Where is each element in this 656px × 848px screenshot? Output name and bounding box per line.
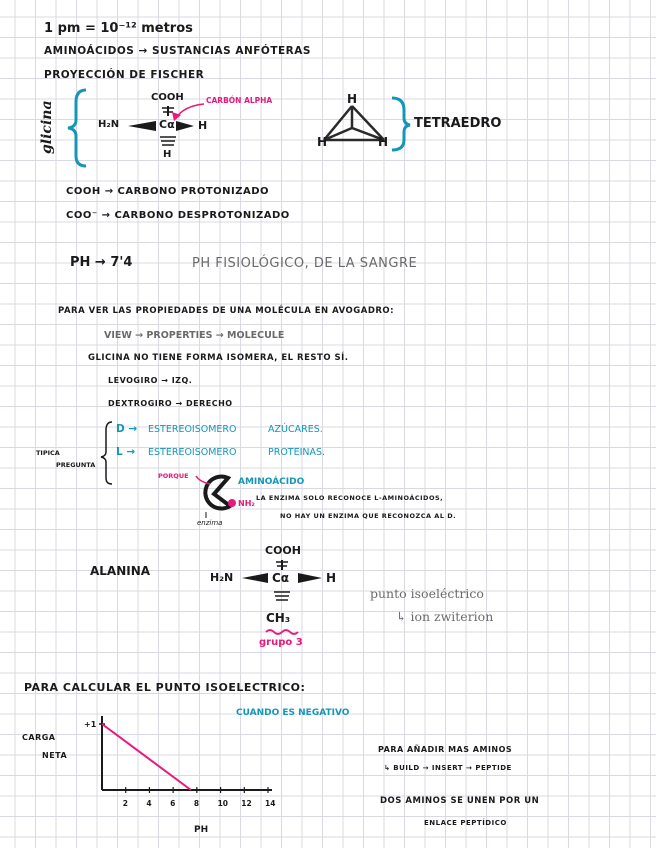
- glicina-isomera-note: GLICINA NO TIENE FORMA ISOMERA, EL RESTO SÍ.: [88, 353, 349, 363]
- nh2-label: NH₂: [238, 499, 255, 508]
- x-tick-label: 10: [217, 799, 229, 808]
- x-tick-label: 4: [146, 799, 152, 808]
- enzima-note-1: LA ENZIMA SOLO RECONOCE L-AMINOÁCIDOS,: [256, 494, 444, 502]
- alanina-h-right: H: [326, 571, 337, 585]
- ylabel-2: NETA: [42, 751, 68, 760]
- tipica-1: TIPICA: [36, 449, 60, 457]
- d-line-suffix: AZÚCARES.: [268, 424, 323, 435]
- x-tick-label: 6: [170, 799, 176, 808]
- tetra-h-right: H: [378, 135, 389, 149]
- ph-note: PH FISIOLÓGICO, DE LA SANGRE: [192, 256, 418, 271]
- l-line-suffix: PROTEINAS.: [268, 447, 326, 458]
- tetra-h-left: H: [317, 135, 328, 149]
- x-tick-label: 12: [241, 799, 252, 808]
- alanina-ch3: CH₃: [266, 611, 291, 625]
- dextrogiro-line: DEXTROGIRO → DERECHO: [108, 399, 233, 408]
- glicina-cooh: COOH: [151, 92, 184, 103]
- tetra-h-top: H: [347, 92, 358, 106]
- enzima-note-2: NO HAY UN ENZIMA QUE RECONOZCA AL D.: [280, 512, 457, 520]
- porque-label: PORQUE: [158, 472, 189, 480]
- pm-definition: 1 pm = 10⁻¹² metros: [44, 21, 193, 36]
- tipica-2: PREGUNTA: [56, 461, 96, 469]
- aminos-line-2: ↳ BUILD → INSERT → PEPTIDE: [384, 764, 512, 772]
- glicina-h2n: H₂N: [98, 119, 120, 130]
- alanina-cooh: COOH: [265, 544, 301, 557]
- alanina-name: ALANINA: [90, 564, 151, 578]
- glicina-c-alpha: Cα: [159, 118, 175, 131]
- tetraedro-label: TETRAEDRO: [414, 116, 502, 131]
- aminos-line-1: PARA AÑADIR MAS AMINOS: [378, 745, 513, 754]
- aminos-line-4: ENLACE PEPTÍDICO: [424, 819, 507, 827]
- xlabel-ph: PH: [194, 825, 209, 835]
- alanina-c-alpha: Cα: [272, 571, 290, 585]
- levogiro-line: LEVOGIRO → IZQ.: [108, 376, 193, 385]
- carbon-alpha-note: CARBÓN ALPHA: [206, 96, 273, 105]
- punto-isoelectrico: punto isoeléctrico: [370, 586, 484, 601]
- ion-zwiterion: ↳ ion zwiterion: [396, 609, 494, 624]
- enzima-label: enzima: [197, 519, 223, 527]
- ylabel-1: CARGA: [22, 733, 56, 742]
- aminos-line-3: DOS AMINOS SE UNEN POR UN: [380, 796, 540, 806]
- x-tick-label: 2: [122, 799, 128, 808]
- l-line-prefix: L →: [116, 446, 136, 458]
- calcular-title: PARA CALCULAR EL PUNTO ISOELECTRICO:: [24, 681, 306, 694]
- alanina-h2n: H₂N: [210, 571, 234, 584]
- l-line: ESTEREOISOMERO: [148, 447, 237, 458]
- glicina-side-label: glicina: [39, 100, 55, 154]
- glicina-h-bottom: H: [163, 149, 172, 160]
- carbono-protonado: COOH → CARBONO PROTONIZADO: [66, 186, 270, 197]
- carbono-desprotonado: COO⁻ → CARBONO DESPROTONIZADO: [66, 210, 290, 221]
- cuando-negativo: CUANDO ES NEGATIVO: [236, 708, 350, 718]
- series-line: [102, 724, 191, 790]
- ph-value: PH → 7'4: [70, 255, 133, 270]
- fischer-title: PROYECCIÓN DE FISCHER: [44, 69, 205, 81]
- glicina-h-right: H: [198, 119, 208, 132]
- avogadro-path: VIEW → PROPERTIES → MOLECULE: [104, 330, 285, 341]
- d-line: ESTEREOISOMERO: [148, 424, 237, 435]
- avogadro-intro: PARA VER LAS PROPIEDADES DE UNA MOLÉCULA EN AVOGADRO:: [58, 306, 395, 316]
- aminoacido-label: AMINOÁCIDO: [238, 477, 305, 487]
- x-tick-label: 8: [193, 799, 200, 808]
- y-tick-label: +1: [84, 720, 97, 729]
- d-line-prefix: D →: [116, 423, 138, 435]
- aminoacidos-line: AMINOÁCIDOS → SUSTANCIAS ANFÓTERAS: [44, 45, 311, 57]
- alanina-grupo: grupo 3: [259, 637, 303, 648]
- x-tick-label: 14: [265, 799, 276, 808]
